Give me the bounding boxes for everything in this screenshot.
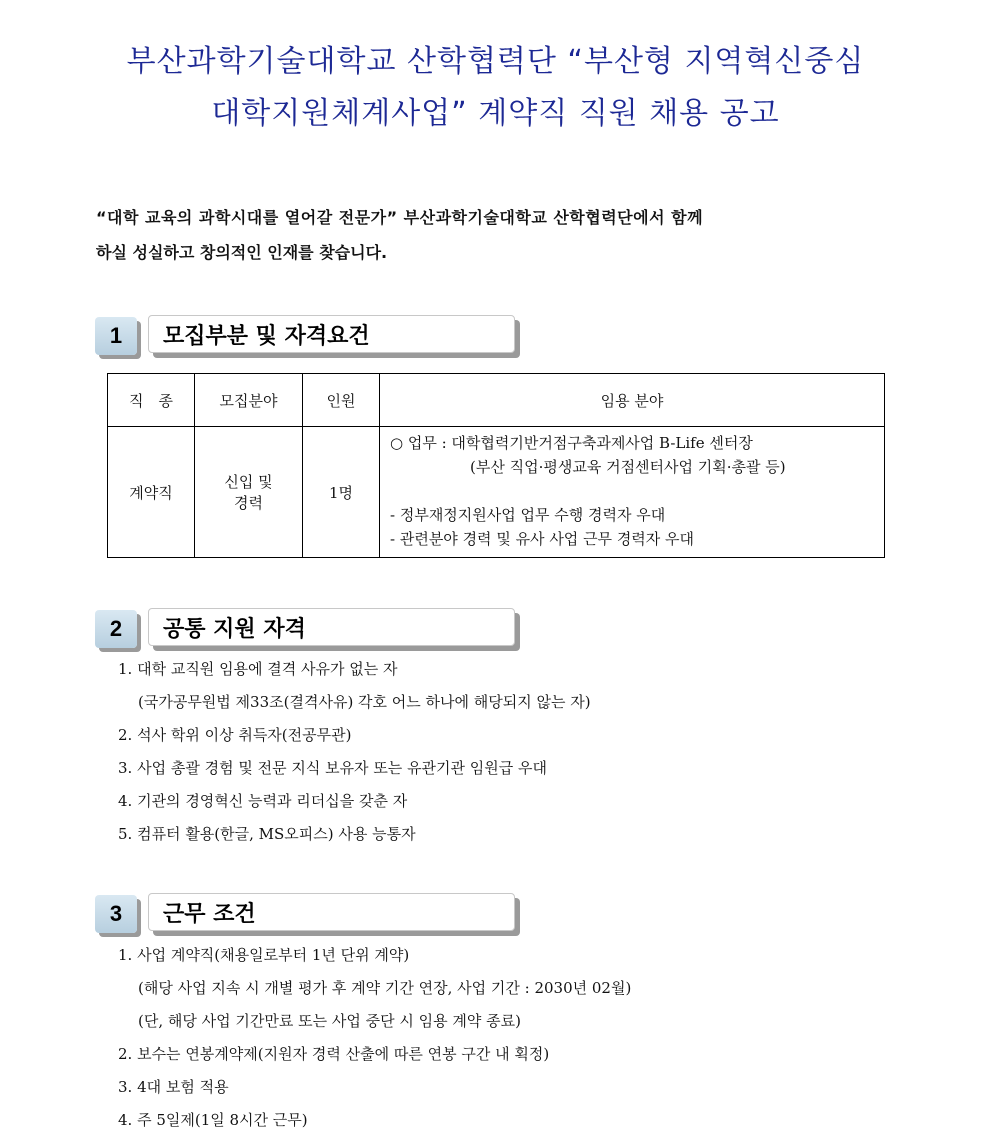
header-job-type: 직 종 bbox=[108, 374, 195, 427]
section-number-badge: 1 bbox=[95, 317, 137, 355]
section-title: 근무 조건 bbox=[148, 893, 515, 931]
work-conditions-list bbox=[118, 939, 631, 1137]
cell-headcount: 1명 bbox=[303, 427, 380, 558]
cell-job-type: 계약직 bbox=[108, 427, 195, 558]
table-header-row bbox=[108, 374, 885, 427]
list-item: 3. 사업 총괄 경험 및 전문 지식 보유자 또는 유관기관 임원급 우대 bbox=[118, 759, 548, 777]
spacer bbox=[390, 479, 874, 503]
intro-line-1: “대학 교육의 과학시대를 열어갈 전문가” 부산과학기술대학교 산학협력단에서 함께 bbox=[96, 208, 704, 227]
preference-1: - 정부재정지원사업 업무 수행 경력자 우대 bbox=[390, 506, 666, 524]
list-item: 5. 컴퓨터 활용(한글, MS오피스) 사용 능통자 bbox=[118, 825, 416, 843]
list-item: 2. 보수는 연봉계약제(지원자 경력 산출에 따른 연봉 구간 내 획정) bbox=[118, 1045, 550, 1063]
list-item-note: (단, 해당 사업 기간만료 또는 사업 중단 시 임용 계약 종료) bbox=[138, 1012, 521, 1030]
table-row bbox=[108, 427, 885, 558]
section-title: 모집부분 및 자격요건 bbox=[148, 315, 515, 353]
list-item: 1. 대학 교직원 임용에 결격 사유가 없는 자 bbox=[118, 660, 398, 678]
section-title: 공통 지원 자격 bbox=[148, 608, 515, 646]
cell-duty bbox=[380, 427, 885, 558]
section-number-badge: 3 bbox=[95, 895, 137, 933]
title-line-1: 부산과학기술대학교 산학협력단 “부산형 지역혁신중심 bbox=[126, 44, 865, 79]
cell-field bbox=[195, 427, 303, 558]
list-item-note: (국가공무원법 제33조(결격사유) 각호 어느 하나에 해당되지 않는 자) bbox=[138, 693, 591, 711]
intro-line-2: 하실 성실하고 창의적인 인재를 찾습니다. bbox=[96, 243, 388, 262]
field-line-2: 경력 bbox=[234, 494, 263, 512]
list-item: 1. 사업 계약직(채용일로부터 1년 단위 계약) bbox=[118, 946, 410, 964]
list-item: 3. 4대 보험 적용 bbox=[118, 1078, 229, 1096]
preference-2: - 관련분야 경력 및 유사 사업 근무 경력자 우대 bbox=[390, 530, 695, 548]
recruitment-table bbox=[107, 373, 885, 558]
header-headcount: 인원 bbox=[303, 374, 380, 427]
list-item: 4. 기관의 경영혁신 능력과 리더십을 갖춘 자 bbox=[118, 792, 408, 810]
header-field: 모집분야 bbox=[195, 374, 303, 427]
title-line-2: 대학지원체계사업” 계약직 직원 채용 공고 bbox=[211, 96, 780, 131]
duty-line-1: ○ 업무 : 대학협력기반거점구축과제사업 B-Life 센터장 bbox=[390, 434, 753, 452]
list-item: 4. 주 5일제(1일 8시간 근무) bbox=[118, 1111, 308, 1129]
duty-line-2: (부산 직업·평생교육 거점센터사업 기획·총괄 등) bbox=[470, 458, 786, 476]
qualification-list bbox=[118, 653, 591, 851]
header-duty: 임용 분야 bbox=[380, 374, 885, 427]
list-item: 2. 석사 학위 이상 취득자(전공무관) bbox=[118, 726, 352, 744]
field-line-1: 신입 및 bbox=[224, 473, 273, 491]
list-item-note: (해당 사업 지속 시 개별 평가 후 계약 기간 연장, 사업 기간 : 2030년 02월) bbox=[138, 979, 632, 997]
section-number-badge: 2 bbox=[95, 610, 137, 648]
